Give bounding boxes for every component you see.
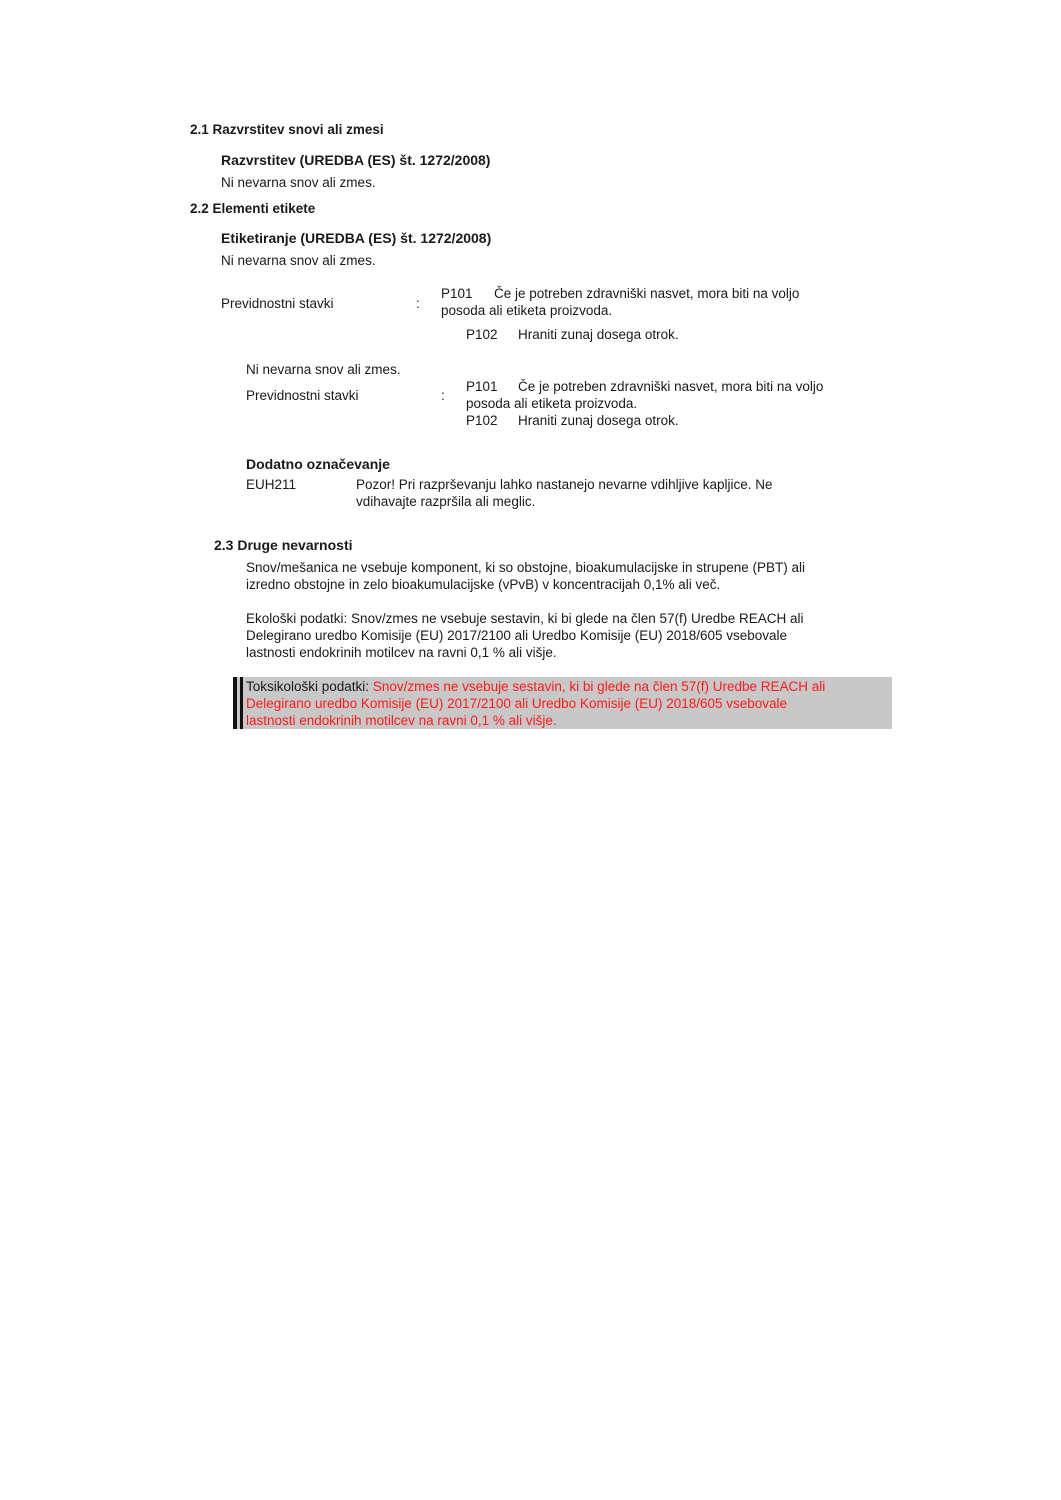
pbt-text-b: izredno obstojne in zelo bioakumulacijske (vPvB) v koncentracijah 0,1% ali več. [246,577,721,592]
p102-code-1: P102 [466,327,498,342]
p102-code-2: P102 [466,413,498,428]
precautionary-colon-1: : [416,296,420,311]
euh211-text-a: Pozor! Pri razprševanju lahko nastanejo nevarne vdihljive kapljice. Ne [356,477,773,492]
p101-text-2a: Če je potreben zdravniški nasvet, mora biti na voljo [518,379,824,394]
tox-text-a: Snov/zmes ne vsebuje sestavin, ki bi glede na člen 57(f) Uredbe REACH ali [372,679,826,694]
p101-text-1b: posoda ali etiketa proizvoda. [441,303,613,318]
p101-text-1a: Če je potreben zdravniški nasvet, mora biti na voljo [494,286,800,301]
tox-label: Toksikološki podatki: [246,679,370,694]
section-2-3-heading: 2.3 Druge nevarnosti [214,537,353,553]
section-2-2-heading: 2.2 Elementi etikete [190,201,316,216]
section-2-1-text: Ni nevarna snov ali zmes. [221,175,376,190]
eco-text-c: lastnosti endokrinih motilcev na ravni 0,1 % ali višje. [246,645,557,660]
tox-text-c: lastnosti endokrinih motilcev na ravni 0,1 % ali višje. [246,713,557,728]
section-2-1-heading: 2.1 Razvrstitev snovi ali zmesi [190,122,384,137]
p101-code-2: P101 [466,379,498,394]
block2-intro-text: Ni nevarna snov ali zmes. [246,362,401,377]
p101-code-1: P101 [441,286,473,301]
additional-labelling-heading: Dodatno označevanje [246,456,390,472]
pbt-text-a: Snov/mešanica ne vsebuje komponent, ki so obstojne, bioakumulacijske in strupene (PBT) ali [246,560,806,575]
precautionary-label-1: Previdnostni stavki [221,296,334,311]
euh211-text-b: vdihavajte razpršila ali meglic. [356,494,536,509]
p102-text-2: Hraniti zunaj dosega otrok. [518,413,679,428]
precautionary-colon-2: : [441,388,445,403]
change-bar-right [240,677,243,729]
section-2-2-subheading: Etiketiranje (UREDBA (ES) št. 1272/2008) [221,230,492,246]
euh211-code: EUH211 [246,477,297,492]
tox-text-b: Delegirano uredbo Komisije (EU) 2017/2100 ali Uredbo Komisije (EU) 2018/605 vsebovale [246,696,788,711]
eco-text-b: Delegirano uredbo Komisije (EU) 2017/2100 ali Uredbo Komisije (EU) 2018/605 vsebovale [246,628,788,643]
section-2-2-text: Ni nevarna snov ali zmes. [221,253,376,268]
eco-text-a: Ekološki podatki: Snov/zmes ne vsebuje sestavin, ki bi glede na člen 57(f) Uredbe REACH ali [246,611,804,626]
tox-line-1 [246,679,825,694]
p102-text-1: Hraniti zunaj dosega otrok. [518,327,679,342]
p101-text-2b: posoda ali etiketa proizvoda. [466,396,638,411]
precautionary-label-2: Previdnostni stavki [246,388,359,403]
change-bar-left [233,677,237,729]
section-2-1-subheading: Razvrstitev (UREDBA (ES) št. 1272/2008) [221,152,491,168]
